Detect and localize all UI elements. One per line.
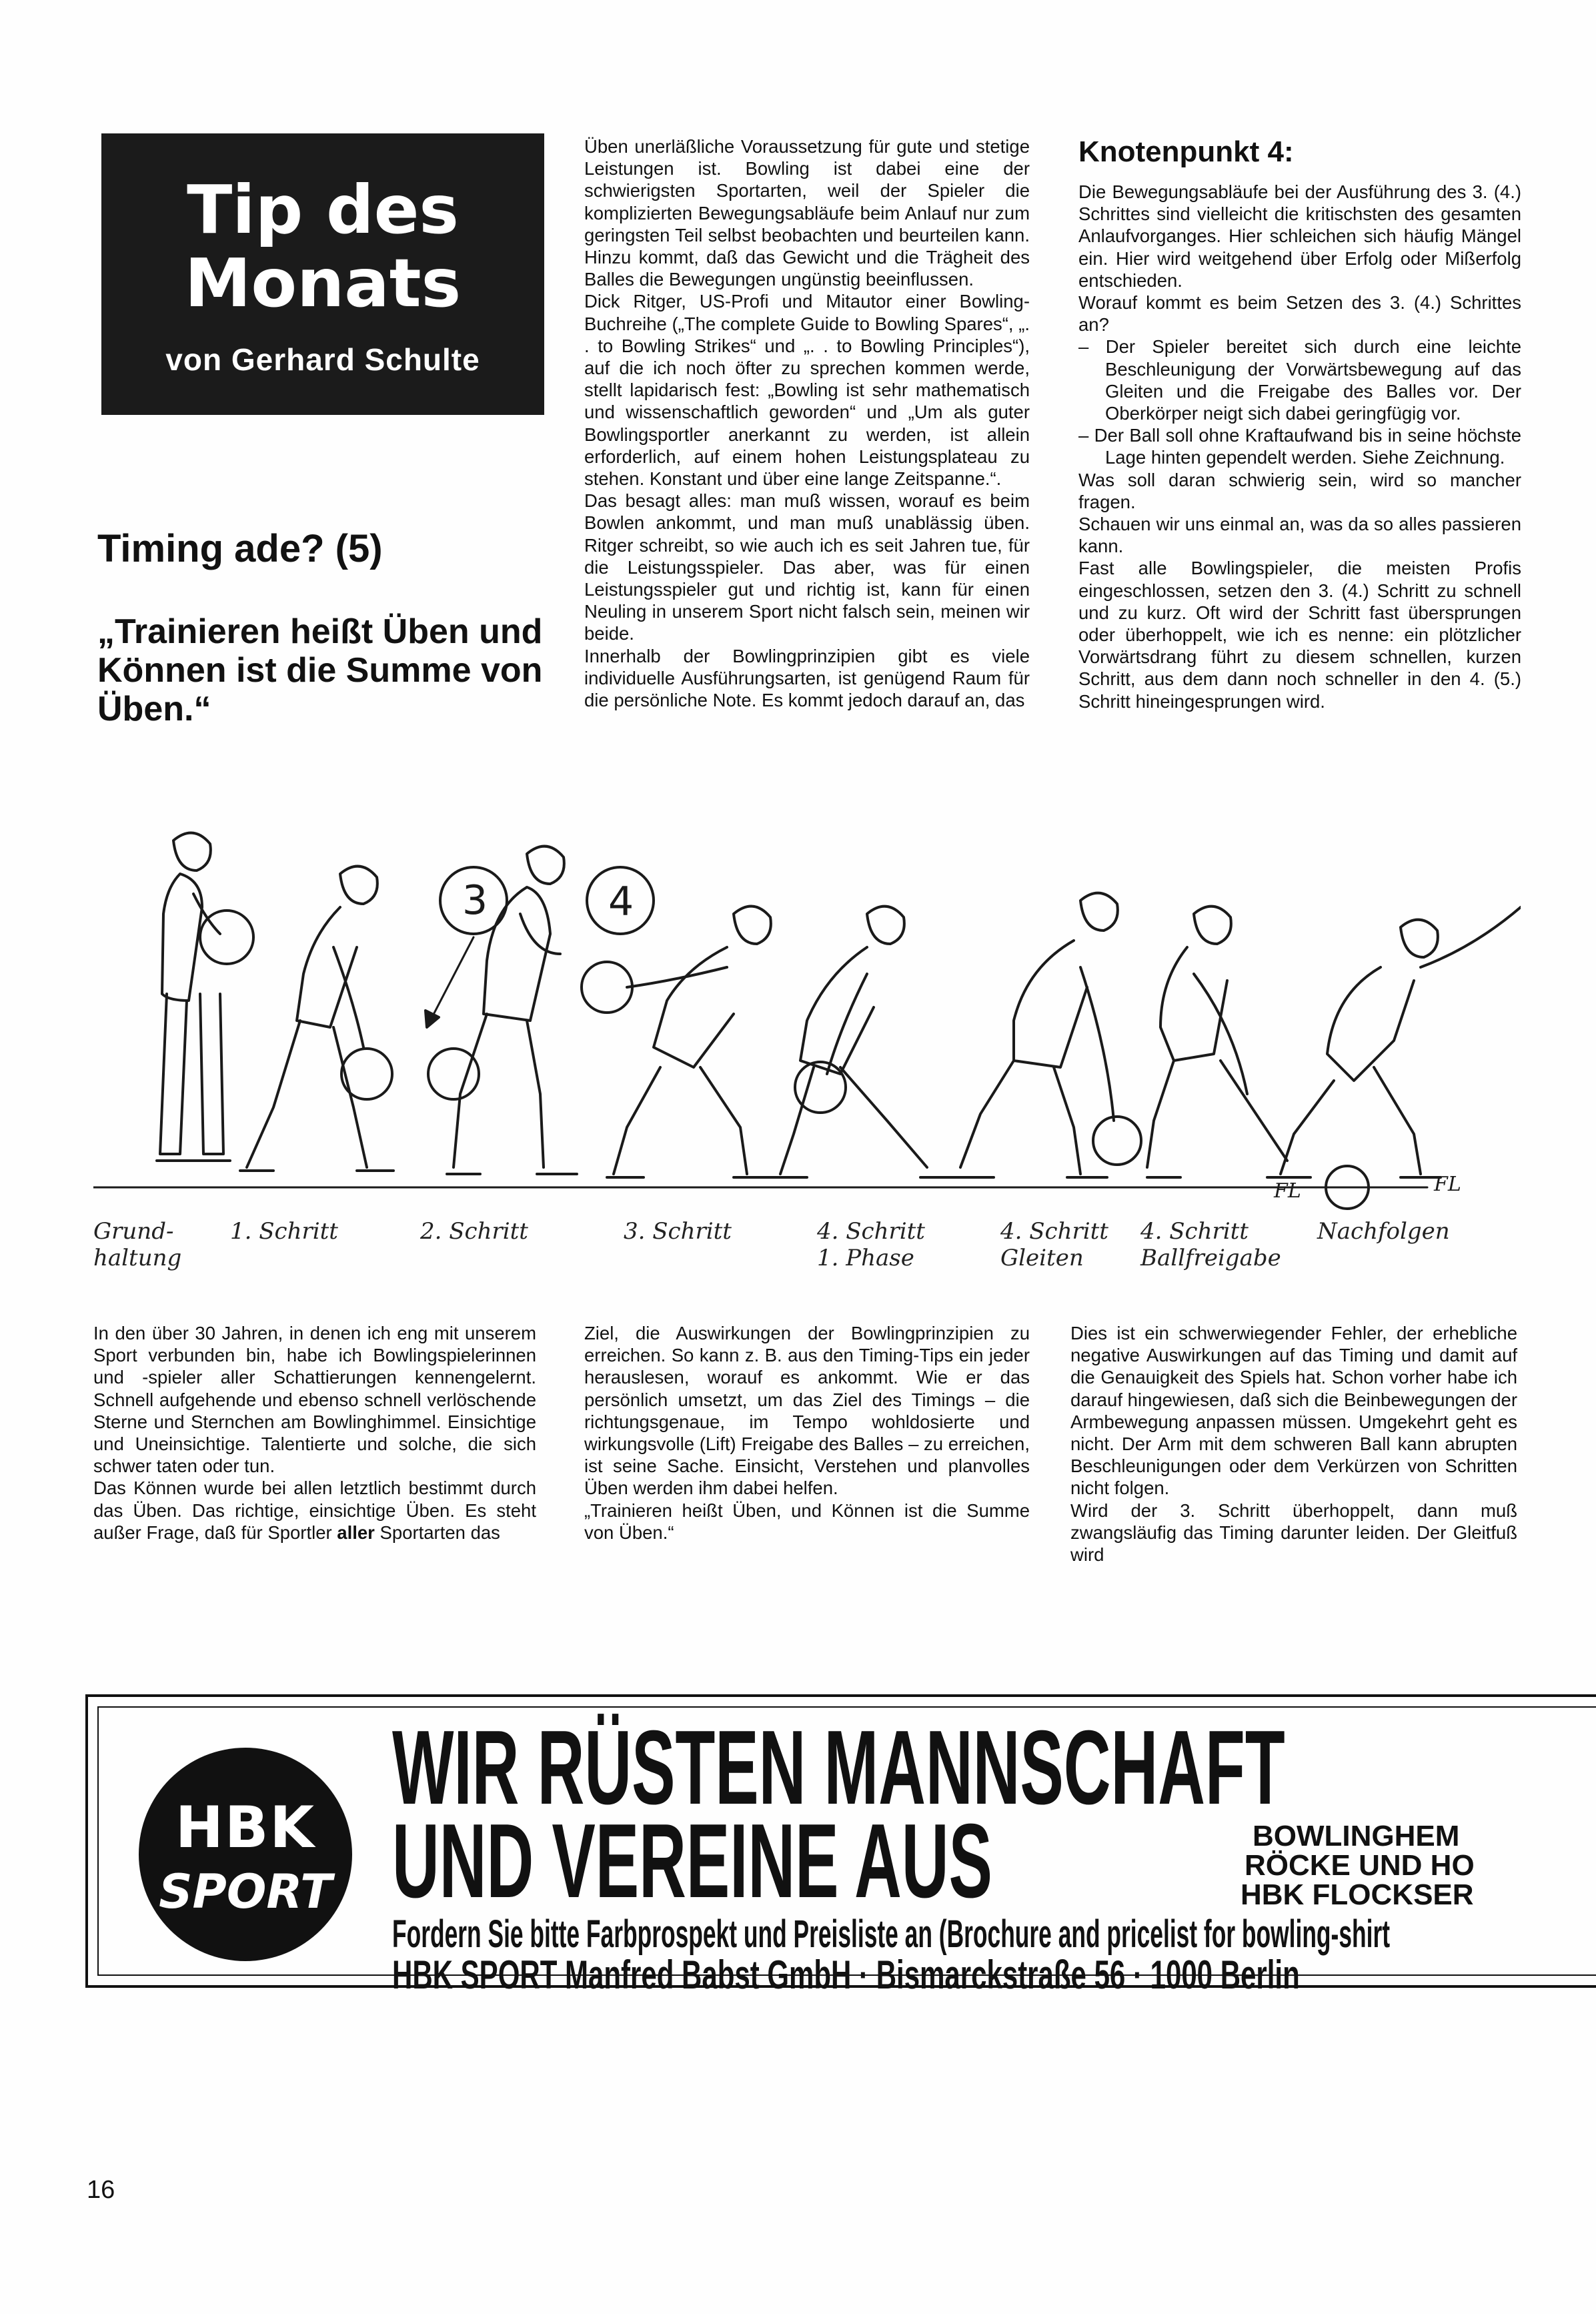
column-3-top bbox=[1078, 135, 1521, 712]
bottom-column-3 bbox=[1070, 1322, 1517, 1566]
knot-dash-2: – Der Ball soll ohne Kraftaufwand bis in seine höchste Lage hinten gependelt werden. Siehe Zeichnung. bbox=[1078, 425, 1521, 468]
caption-line: 4. Schritt bbox=[1140, 1218, 1249, 1245]
caption-line: 1. Phase bbox=[817, 1245, 914, 1271]
text-span: Sportarten das bbox=[374, 1522, 500, 1543]
caption-line: haltung bbox=[93, 1245, 182, 1271]
knot-paragraph-1: Die Bewegungsabläufe bei der Ausführung des 3. (4.) Schrittes sind vielleicht die kritischsten des gesamten Anlaufvorganges. Hier schleichen sich häufig Mängel ein. Hier wird weitgehend über Erfolg oder Mißerfolg entschieden. bbox=[1078, 181, 1521, 291]
page-number: 16 bbox=[87, 2176, 115, 2204]
ad-line-3: Fordern Sie bitte Farbprospekt und Preisliste an (Brochure and pricelist for bowling-shirt bbox=[392, 1912, 1391, 1956]
caption-step-3: 3. Schritt bbox=[624, 1218, 732, 1245]
knot-dash-1: – Der Spieler bereitet sich durch eine leichte Beschleunigung der Vorwärtsbewegung auf das Gleiten und die Freigabe des Balles vor. Der Oberkörper neigt sich dabei geringfügig vor. bbox=[1078, 336, 1521, 424]
caption-step-2: 2. Schritt bbox=[420, 1218, 528, 1245]
caption-step-1: 1. Schritt bbox=[230, 1218, 338, 1245]
bottom-column-1 bbox=[93, 1322, 536, 1544]
logo-sport-text: SPORT bbox=[159, 1864, 332, 1919]
caption-line: Grund- bbox=[93, 1218, 174, 1245]
title-line-1: Tip des bbox=[187, 171, 459, 249]
figure-step-1 bbox=[240, 866, 393, 1171]
author-byline: von Gerhard Schulte bbox=[165, 342, 480, 377]
fl-label-right: FL bbox=[1434, 1173, 1461, 1196]
col2-paragraph-4: Innerhalb der Bowlingprinzipien gibt es viele individuelle Ausführungsarten, ist genügend Raum für die persönliche Note. Es kommt jedoch darauf an, das bbox=[584, 645, 1030, 711]
ad-side-line-2: RÖCKE UND HO bbox=[1245, 1849, 1475, 1882]
bottom-c3-paragraph-2: Wird der 3. Schritt überhoppelt, dann muß zwangsläufig das Timing darunter leiden. Der Gleitfuß wird bbox=[1070, 1500, 1517, 1566]
figure-step-4-phase-1 bbox=[774, 907, 960, 1177]
knotenpunkt-heading: Knotenpunkt 4: bbox=[1078, 135, 1294, 168]
knot-paragraph-5: Fast alle Bowlingspieler, die meisten Profis eingeschlossen, setzen den 3. (4.) Schritt zu schnell und zu kurz. Oft wird der Schritt fast übersprungen oder überhoppelt, wie ich es nenne: ein plötzlicher Vorwärtsdrang führt zu diesem schnellen, kurzen Schritt, aus dem dann noch schneller in den 4. (5.) Schritt hineingesprungen wird. bbox=[1078, 558, 1521, 712]
figure-grundhaltung bbox=[157, 833, 253, 1161]
caption-line: 4. Schritt bbox=[817, 1218, 925, 1245]
caption-grundhaltung bbox=[93, 1218, 181, 1271]
ad-headline-2: UND VEREINE AUS bbox=[392, 1802, 992, 1920]
hbk-sport-advertisement bbox=[85, 1694, 1596, 1997]
bottom-c1-paragraph-2 bbox=[93, 1477, 536, 1544]
bottom-column-2 bbox=[584, 1322, 1030, 1544]
caption-line: 4. Schritt bbox=[1000, 1218, 1108, 1245]
bowler-drawing bbox=[93, 814, 1521, 1247]
figure-step-2 bbox=[428, 846, 577, 1174]
caption-step-4-ballfreigabe bbox=[1140, 1218, 1281, 1271]
ad-line-4: HBK SPORT Manfred Babst GmbH · Bismarckstraße 56 · 1000 Berlin bbox=[392, 1952, 1300, 1997]
badge-3-label: 3 bbox=[462, 877, 488, 924]
col2-paragraph-1: Üben unerläßliche Voraussetzung für gute und stetige Leistungen ist. Bowling ist dabei eine der schwierigsten Sportarten, weil der Spieler die komplizierten Bewegungsabläufe beim Anlauf nur zum geringsten Teil selbst beobachten und beurteilen kann. Hinzu kommt, daß das Gewicht und die Trägheit des Balles die Bewegungen ungünstig beeinflussen. bbox=[584, 136, 1030, 290]
col2-paragraph-3: Das besagt alles: man muß wissen, worauf es beim Bowlen ankommt, und man muß unablässig üben. Ritger schreibt, so wie auch ich es seit Jahren tue, für die Leistungsspieler. Das aber, was für einen Leistungsspieler gut und richtig ist, kann für einen Neuling in unserem Sport nicht falsch sein, meinen wir beide. bbox=[584, 490, 1030, 644]
caption-line: Gleiten bbox=[1000, 1245, 1084, 1271]
figure-step-4-ballfreigabe bbox=[1147, 907, 1304, 1177]
knot-paragraph-3: Was soll daran schwierig sein, wird so mancher fragen. bbox=[1078, 469, 1521, 512]
text-span: Das Können wurde bei allen letztlich bestimmt durch das Üben. Das richtige, einsichtige Üben. Es steht außer Frage, daß für Sportler bbox=[93, 1478, 536, 1543]
col2-paragraph-2: Dick Ritger, US-Profi und Mitautor einer Bowling-Buchreihe („The complete Guide to Bowling Spares“, „. . to Bowling Strikes“ und „. . to Bowling Principles“), auf die ich noch öfter zu sprechen kommen werde, stellt lapidarisch fest: „Bowling ist sehr mathematisch und wissenschaftlich geworden“ und „Um als guter Bowlingsportler anerkannt zu werden, ist allein erforderlich, auf einem hohen Leistungsplateau zu stehen. Konstant und über eine lange Zeitspanne.“. bbox=[584, 291, 1030, 490]
figure-step-3 bbox=[582, 907, 774, 1177]
article-headline: Timing ade? (5) bbox=[97, 527, 383, 570]
figure-nachfolgen bbox=[1274, 907, 1521, 1209]
ad-inner-frame bbox=[97, 1706, 1596, 1997]
bowling-sequence-illustration bbox=[93, 814, 1521, 1247]
knot-paragraph-4: Schauen wir uns einmal an, was da so alles passieren kann. bbox=[1078, 514, 1521, 557]
bold-span: aller bbox=[337, 1522, 375, 1543]
badge-4-label: 4 bbox=[608, 879, 634, 925]
fl-label-left: FL bbox=[1274, 1179, 1301, 1203]
ad-headline-1: WIR RÜSTEN MANNSCHAFT bbox=[392, 1709, 1285, 1826]
caption-line: Ballfreigabe bbox=[1140, 1245, 1281, 1271]
bottom-c2-paragraph-2: „Trainieren heißt Üben, und Können ist die Summe von Üben.“ bbox=[584, 1500, 1030, 1543]
title-line-2: Monats bbox=[184, 244, 462, 322]
article-pull-quote: „Trainieren heißt Üben und Können ist die Summe von Üben.“ bbox=[97, 612, 543, 728]
logo-hbk-text: HBK bbox=[175, 1794, 316, 1861]
bottom-c1-paragraph-1: In den über 30 Jahren, in denen ich eng mit unserem Sport verbunden bin, habe ich Bowlingspielerinnen und -spieler aller Schattierungen kennengelernt. Schnell aufgehende und ebenso schnell verlöschende Sterne und Sternchen am Bowlinghimmel. Einsichtige und Uneinsichtige. Talentierte und solche, die sich schwer taten oder tun. bbox=[93, 1323, 536, 1477]
knot-paragraph-2: Worauf kommt es beim Setzen des 3. (4.) Schrittes an? bbox=[1078, 292, 1521, 336]
figure-step-4-gleiten bbox=[954, 893, 1141, 1177]
bottom-c3-paragraph-1: Dies ist ein schwerwiegender Fehler, der erhebliche negative Auswirkungen auf das Timing und damit auf die Genauigkeit des Spiels hat. Schon vorher habe ich darauf hingewiesen, daß sich die Beinbewegungen der Armbewegung anpassen müssen. Umgekehrt geht es nicht. Der Arm mit dem schweren Ball kann abrupten Beschleunigungen oder dem Verkürzen von Schritten nicht folgen. bbox=[1070, 1323, 1517, 1499]
caption-step-4-gleiten bbox=[1000, 1218, 1108, 1271]
title-box bbox=[101, 133, 544, 415]
ad-side-line-1: BOWLINGHEM bbox=[1253, 1820, 1460, 1852]
caption-nachfolgen: Nachfolgen bbox=[1317, 1218, 1450, 1245]
hbk-sport-logo bbox=[139, 1748, 352, 1961]
ad-side-line-3: HBK FLOCKSER bbox=[1241, 1878, 1474, 1911]
bottom-c2-paragraph-1: Ziel, die Auswirkungen der Bowlingprinzipien zu erreichen. So kann z. B. aus den Timing-Tips ein jeder herauslesen, worauf es ankommt. Wie er das persönlich umsetzt, um das Ziel des Timings – die richtungsgenaue, im Tempo wohldosierte und wirkungsvolle (Lift) Freigabe des Balles – zu erreichen, ist seine Sache. Einsicht, Verstehen und planvolles Üben werden ihm dabei helfen. bbox=[584, 1323, 1030, 1499]
column-2-top bbox=[584, 135, 1030, 711]
caption-step-4-phase-1 bbox=[817, 1218, 925, 1271]
